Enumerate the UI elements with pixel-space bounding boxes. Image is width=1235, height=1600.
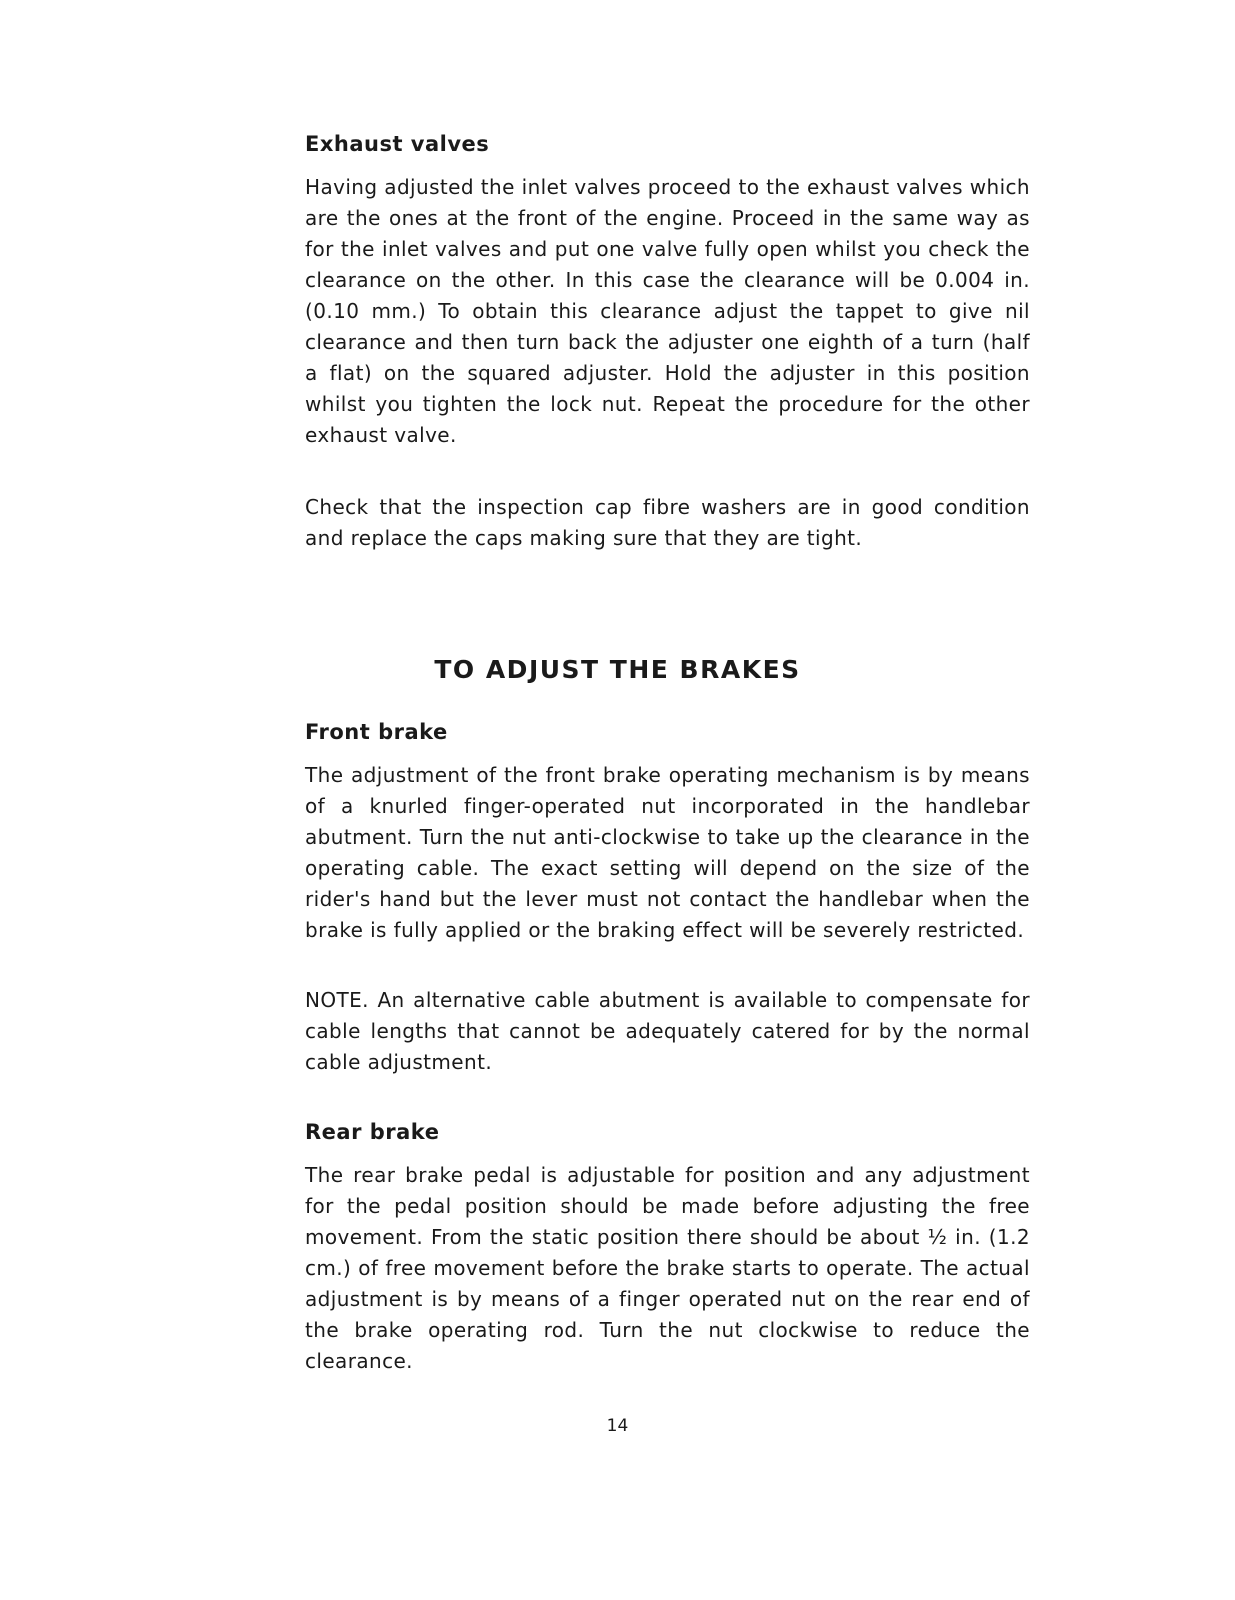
inspection-cap-paragraph: Check that the inspection cap fibre washers are in good condition and replace the caps making sure that they are tight. <box>305 495 1030 550</box>
rear-brake-heading: Rear brake <box>305 1120 440 1144</box>
front-brake-paragraph: The adjustment of the front brake operating mechanism is by means of a knurled finger-operated nut incorporated in the handlebar abutment. Turn the nut anti-clockwise to take up the clearance in the operating cable. The exact setting will depend on the size of the rider's hand but the lever must not contact the handlebar when the brake is fully applied or the braking effect will be severely restricted. <box>305 763 1030 942</box>
rear-brake-paragraph: The rear brake pedal is adjustable for position and any adjustment for the pedal position should be made before adjusting the free movement. From the static position there should be about ½ in. (1.2 cm.) of free movement before the brake starts to operate. The actual adjustment is by means of a finger operated nut on the rear end of the brake operating rod. Turn the nut clockwise to reduce the clearance. <box>305 1163 1030 1373</box>
front-brake-heading: Front brake <box>305 720 448 744</box>
page-number: 14 <box>606 1416 629 1436</box>
exhaust-valves-heading: Exhaust valves <box>305 132 490 156</box>
front-brake-note: NOTE. An alternative cable abutment is available to compensate for cable lengths that cannot be adequately catered for by the normal cable adjustment. <box>305 988 1030 1074</box>
brakes-section-title: TO ADJUST THE BRAKES <box>434 655 801 684</box>
exhaust-valves-paragraph: Having adjusted the inlet valves proceed to the exhaust valves which are the ones at the front of the engine. Proceed in the same way as for the inlet valves and put one valve fully open whilst you check the clearance on the other. In this case the clearance will be 0.004 in. (0.10 mm.) To obtain this clearance adjust the tappet to give nil clearance and then turn back the adjuster one eighth of a turn (half a flat) on the squared adjuster. Hold the adjuster in this position whilst you tighten the lock nut. Repeat the procedure for the other exhaust valve. <box>305 175 1030 447</box>
